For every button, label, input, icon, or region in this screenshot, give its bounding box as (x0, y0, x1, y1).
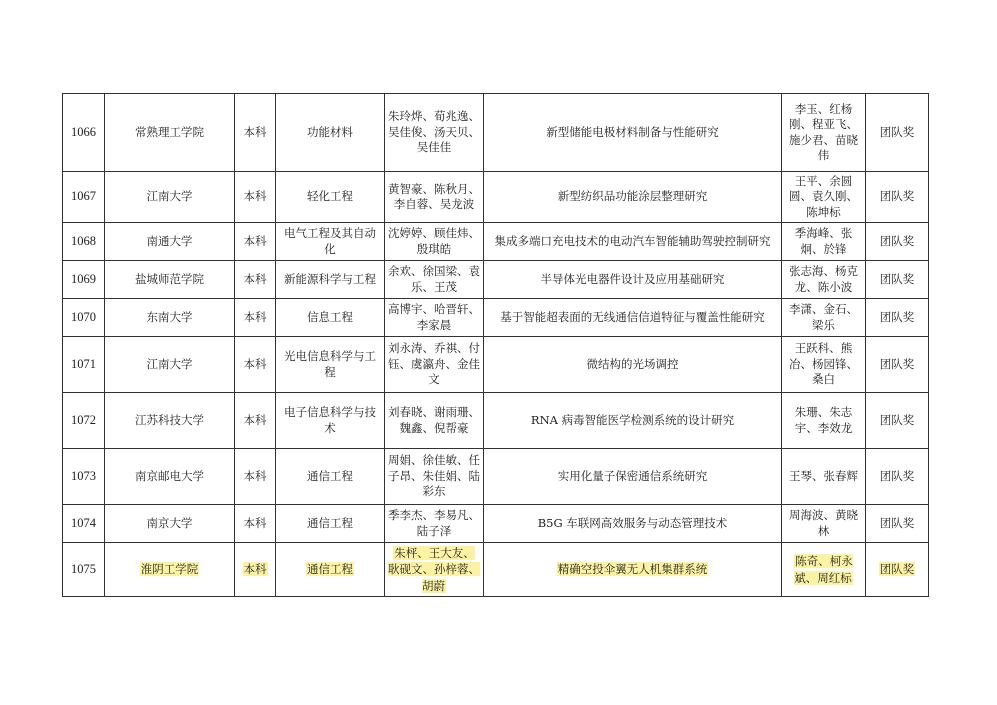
school-name: 南京大学 (146, 515, 193, 530)
major-name-cell (276, 223, 385, 261)
project-title-cell (484, 299, 782, 337)
school-name: 南通大学 (146, 233, 193, 248)
team-members: 刘春晓、谢雨珊、魏鑫、倪帮豪 (388, 405, 480, 435)
row-id: 1066 (71, 124, 96, 139)
project-title-cell (484, 172, 782, 223)
education-level: 本科 (243, 412, 267, 427)
row-id: 1075 (71, 561, 96, 576)
major-name-cell (276, 299, 385, 337)
table-row (63, 172, 929, 223)
education-level-cell (235, 393, 276, 449)
table-row (63, 261, 929, 299)
project-title: RNA 病毒智能医学检测系统的设计研究 (530, 412, 735, 427)
project-title: 微结构的光场调控 (586, 356, 679, 371)
team-members: 余欢、徐国梁、袁乐、王茂 (388, 264, 480, 294)
team-members-cell (385, 393, 484, 449)
row-id-cell (63, 223, 105, 261)
major-name: 光电信息科学与工程 (284, 349, 376, 379)
table-row (63, 223, 929, 261)
row-id-cell (63, 505, 105, 543)
school-name: 南京邮电大学 (135, 468, 204, 483)
team-members-cell (385, 505, 484, 543)
advisors-cell (782, 261, 866, 299)
row-id: 1073 (71, 468, 96, 483)
team-members-cell (385, 94, 484, 172)
advisors-cell (782, 172, 866, 223)
project-title: 集成多端口充电技术的电动汽车智能辅助驾驶控制研究 (494, 233, 771, 248)
advisors: 陈奇、柯永斌、周红标 (794, 554, 853, 585)
school-name: 东南大学 (146, 309, 193, 324)
award-type-cell (866, 393, 929, 449)
advisors-cell (782, 449, 866, 505)
row-id-cell (63, 543, 105, 597)
row-id-cell (63, 94, 105, 172)
project-title: 实用化量子保密通信系统研究 (557, 468, 708, 483)
row-id-cell (63, 299, 105, 337)
table-row (63, 337, 929, 393)
school-name: 江苏科技大学 (135, 412, 204, 427)
education-level-cell (235, 449, 276, 505)
major-name-cell (276, 94, 385, 172)
major-name-cell (276, 261, 385, 299)
award-type-cell (866, 543, 929, 597)
row-id-cell (63, 393, 105, 449)
advisors-cell (782, 393, 866, 449)
award-type: 团队奖 (879, 515, 915, 530)
advisors: 王跃科、熊冶、杨园锋、桑白 (789, 341, 858, 387)
project-title-cell (484, 543, 782, 597)
team-members-cell (385, 223, 484, 261)
education-level-cell (235, 223, 276, 261)
award-type-cell (866, 299, 929, 337)
advisors-cell (782, 223, 866, 261)
row-id: 1072 (71, 412, 96, 427)
project-title-cell (484, 223, 782, 261)
award-type: 团队奖 (879, 412, 915, 427)
table-row (63, 543, 929, 597)
project-title-cell (484, 337, 782, 393)
award-type-cell (866, 223, 929, 261)
advisors: 周海波、黄晓林 (789, 508, 858, 538)
school-name-cell (105, 337, 235, 393)
table-row (63, 393, 929, 449)
award-type: 团队奖 (879, 189, 915, 204)
award-type-cell (866, 172, 929, 223)
row-id-cell (63, 449, 105, 505)
award-type: 团队奖 (879, 233, 915, 248)
major-name: 新能源科学与工程 (284, 271, 376, 286)
award-type: 团队奖 (879, 356, 915, 371)
education-level: 本科 (243, 124, 267, 139)
school-name-cell (105, 505, 235, 543)
award-type-cell (866, 94, 929, 172)
school-name-cell (105, 223, 235, 261)
school-name-cell (105, 449, 235, 505)
award-type: 团队奖 (879, 271, 915, 286)
major-name-cell (276, 393, 385, 449)
school-name: 淮阴工学院 (140, 562, 199, 577)
education-level: 本科 (243, 515, 267, 530)
major-name: 信息工程 (307, 309, 353, 324)
award-type: 团队奖 (879, 562, 915, 577)
award-type-cell (866, 261, 929, 299)
team-members-cell (385, 261, 484, 299)
education-level: 本科 (243, 356, 267, 371)
school-name: 江南大学 (146, 356, 193, 371)
education-level-cell (235, 261, 276, 299)
advisors-cell (782, 543, 866, 597)
project-title: 精确空投伞翼无人机集群系统 (557, 562, 708, 577)
advisors: 李潇、金石、梁乐 (789, 302, 858, 332)
school-name-cell (105, 299, 235, 337)
advisors: 王琴、张春辉 (789, 468, 858, 483)
education-level: 本科 (243, 468, 267, 483)
advisors-cell (782, 505, 866, 543)
education-level-cell (235, 299, 276, 337)
award-type-cell (866, 449, 929, 505)
advisors: 朱珊、朱志宇、李效龙 (794, 405, 853, 435)
education-level-cell (235, 172, 276, 223)
advisors-cell (782, 337, 866, 393)
major-name: 通信工程 (307, 515, 353, 530)
major-name-cell (276, 337, 385, 393)
major-name: 轻化工程 (307, 189, 353, 204)
project-title-cell (484, 94, 782, 172)
award-type: 团队奖 (879, 309, 915, 324)
team-members: 周娟、徐佳敏、任子昂、朱佳娟、陆彩东 (388, 453, 480, 499)
education-level: 本科 (243, 309, 267, 324)
education-level: 本科 (243, 233, 267, 248)
major-name: 电气工程及其自动化 (284, 226, 376, 256)
row-id: 1067 (71, 189, 96, 204)
project-title: 新型储能电极材料制备与性能研究 (546, 124, 719, 139)
project-title: 基于智能超表面的无线通信信道特征与覆盖性能研究 (500, 309, 765, 324)
table-body (63, 94, 929, 597)
education-level-cell (235, 337, 276, 393)
education-level-cell (235, 94, 276, 172)
team-members-cell (385, 449, 484, 505)
major-name: 功能材料 (307, 124, 353, 139)
school-name-cell (105, 94, 235, 172)
team-members: 沈婷婷、顾佳炜、殷琪皓 (388, 226, 480, 256)
school-name: 盐城师范学院 (135, 271, 204, 286)
advisors: 李玉、红杨刚、程亚飞、施少君、苗晓伟 (789, 101, 858, 162)
award-type: 团队奖 (879, 468, 915, 483)
school-name-cell (105, 261, 235, 299)
team-members: 朱枰、王大友、耿砚文、孙梓蓉、胡蔚 (388, 545, 480, 593)
awards-table (62, 93, 929, 597)
advisors-cell (782, 299, 866, 337)
school-name-cell (105, 393, 235, 449)
project-title-cell (484, 449, 782, 505)
table-row (63, 505, 929, 543)
project-title: B5G 车联网高效服务与动态管理技术 (537, 515, 728, 530)
row-id: 1074 (71, 515, 96, 530)
team-members-cell (385, 543, 484, 597)
major-name-cell (276, 172, 385, 223)
advisors: 张志海、杨克龙、陈小波 (789, 264, 858, 294)
school-name-cell (105, 172, 235, 223)
advisors: 王平、余圆圆、袁久刚、陈坤标 (789, 173, 858, 219)
major-name-cell (276, 505, 385, 543)
award-type-cell (866, 505, 929, 543)
team-members: 刘永涛、乔祺、付钰、虞瀛舟、金佳文 (388, 341, 480, 387)
table-row (63, 299, 929, 337)
major-name-cell (276, 543, 385, 597)
education-level: 本科 (243, 562, 267, 577)
row-id-cell (63, 337, 105, 393)
row-id-cell (63, 261, 105, 299)
advisors: 季海峰、张炯、於锋 (794, 226, 853, 256)
team-members-cell (385, 172, 484, 223)
school-name: 江南大学 (146, 189, 193, 204)
school-name-cell (105, 543, 235, 597)
major-name: 电子信息科学与技术 (284, 405, 376, 435)
team-members: 季李杰、李易凡、陆子泽 (388, 508, 480, 538)
award-type-cell (866, 337, 929, 393)
project-title-cell (484, 505, 782, 543)
education-level: 本科 (243, 189, 267, 204)
advisors-cell (782, 94, 866, 172)
row-id: 1070 (71, 309, 96, 324)
major-name-cell (276, 449, 385, 505)
education-level-cell (235, 543, 276, 597)
team-members: 朱玲烨、荀兆逸、吴佳俊、汤天贝、吴佳佳 (388, 109, 480, 155)
education-level-cell (235, 505, 276, 543)
project-title: 半导体光电器件设计及应用基础研究 (540, 271, 725, 286)
team-members: 黄智豪、陈秋月、李自蓉、吴龙波 (388, 181, 480, 211)
row-id: 1068 (71, 233, 96, 248)
team-members: 高博宇、哈晋轩、李家晨 (388, 302, 480, 332)
education-level: 本科 (243, 271, 267, 286)
table-row (63, 449, 929, 505)
team-members-cell (385, 337, 484, 393)
project-title-cell (484, 393, 782, 449)
major-name: 通信工程 (307, 468, 353, 483)
project-title: 新型纺织品功能涂层整理研究 (557, 189, 708, 204)
school-name: 常熟理工学院 (135, 124, 204, 139)
project-title-cell (484, 261, 782, 299)
row-id-cell (63, 172, 105, 223)
row-id: 1071 (71, 356, 96, 371)
row-id: 1069 (71, 271, 96, 286)
table-row (63, 94, 929, 172)
team-members-cell (385, 299, 484, 337)
major-name: 通信工程 (307, 562, 353, 577)
award-type: 团队奖 (879, 124, 915, 139)
